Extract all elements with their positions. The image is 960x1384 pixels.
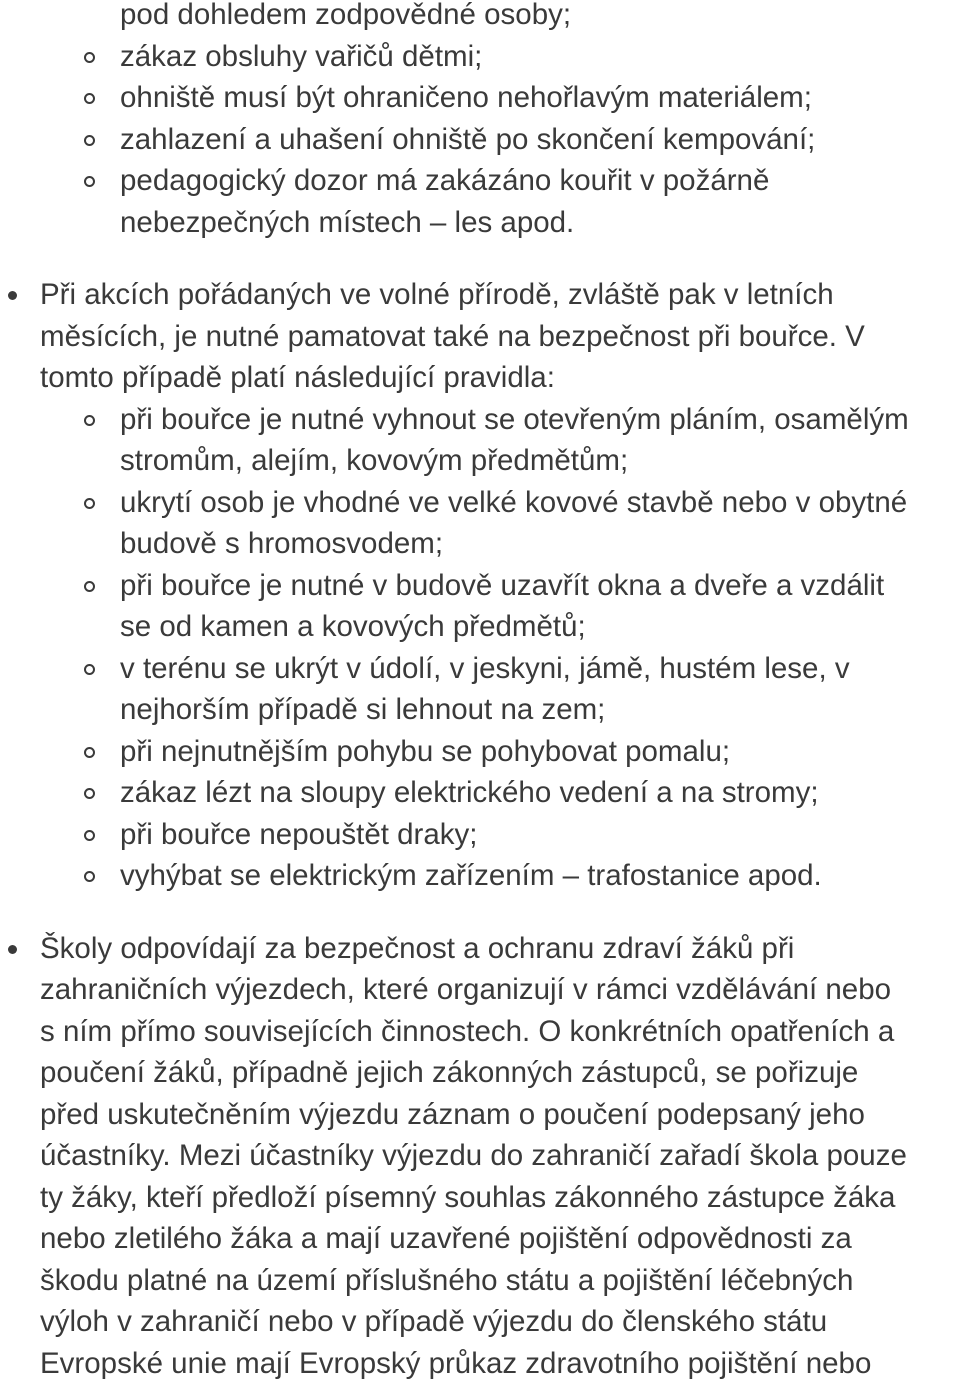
- list-item-text: nejhorším případě si lehnout na zem;: [120, 693, 605, 726]
- list-item-text: ukrytí osob je vhodné ve velké kovové stavbě nebo v obytné: [120, 486, 907, 519]
- circle-bullet-icon: [84, 135, 95, 146]
- storm-rules-list: [0, 399, 960, 897]
- list-item: [0, 482, 960, 565]
- abroad-trips-item: [0, 928, 960, 1384]
- paragraph-line: měsících, je nutné pamatovat také na bezpečnost při bouřce. V: [40, 320, 865, 353]
- list-item-text: pod dohledem zodpovědné osoby;: [120, 0, 571, 31]
- paragraph-line: před uskutečněním výjezdu záznam o poučení podepsaný jeho: [40, 1098, 865, 1131]
- disc-bullet-icon: [8, 291, 17, 300]
- list-item: [0, 36, 960, 78]
- circle-bullet-icon: [84, 788, 95, 799]
- circle-bullet-icon: [84, 747, 95, 758]
- circle-bullet-icon: [84, 415, 95, 426]
- list-item-text: při bouřce je nutné v budově uzavřít okna a dveře a vzdálit: [120, 569, 884, 602]
- paragraph-line: nebo zletilého žáka a mají uzavřené pojištění odpovědnosti za: [40, 1222, 852, 1255]
- paragraph-line: s ním přímo souvisejících činnostech. O konkrétních opatřeních a: [40, 1015, 894, 1048]
- list-item-text: zákaz obsluhy vařičů dětmi;: [120, 40, 482, 73]
- paragraph-line: Při akcích pořádaných ve volné přírodě, zvláště pak v letních: [40, 278, 834, 311]
- list-item: [0, 731, 960, 773]
- list-item-text: nebezpečných místech – les apod.: [120, 206, 574, 239]
- list-item-text: při nejnutnějším pohybu se pohybovat pomalu;: [120, 735, 730, 768]
- circle-bullet-icon: [84, 871, 95, 882]
- list-item: [0, 399, 960, 482]
- circle-bullet-icon: [84, 581, 95, 592]
- disc-bullet-icon: [8, 945, 17, 954]
- list-item-text: zahlazení a uhašení ohniště po skončení kempování;: [120, 123, 815, 156]
- list-item-text: se od kamen a kovových předmětů;: [120, 610, 586, 643]
- paragraph-line: účastníky. Mezi účastníky výjezdu do zahraničí zařadí škola pouze: [40, 1139, 907, 1172]
- circle-bullet-icon: [84, 176, 95, 187]
- list-item: [0, 565, 960, 648]
- list-item: [0, 772, 960, 814]
- list-item: [0, 119, 960, 161]
- camping-rules-list: [0, 36, 960, 244]
- list-item-text: při bouřce nepouštět draky;: [120, 818, 478, 851]
- circle-bullet-icon: [84, 93, 95, 104]
- list-item-text: budově s hromosvodem;: [120, 527, 443, 560]
- list-item: [0, 855, 960, 897]
- list-item-continuation: [0, 0, 960, 36]
- list-item: [0, 814, 960, 856]
- circle-bullet-icon: [84, 52, 95, 63]
- paragraph-line: poučení žáků, případně jejich zákonných zástupců, se pořizuje: [40, 1056, 858, 1089]
- list-item-text: ohniště musí být ohraničeno nehořlavým materiálem;: [120, 81, 812, 114]
- circle-bullet-icon: [84, 830, 95, 841]
- storm-safety-item: [0, 274, 960, 399]
- circle-bullet-icon: [84, 498, 95, 509]
- list-item-text: při bouřce je nutné vyhnout se otevřeným pláním, osamělým: [120, 403, 909, 436]
- paragraph-line: výloh v zahraničí nebo v případě výjezdu do členského státu: [40, 1305, 827, 1338]
- paragraph-line: zahraničních výjezdech, které organizují v rámci vzdělávání nebo: [40, 973, 891, 1006]
- list-item: [0, 648, 960, 731]
- list-item-text: zákaz lézt na sloupy elektrického vedení a na stromy;: [120, 776, 819, 809]
- paragraph-line: škodu platné na území příslušného státu a pojištění léčebných: [40, 1264, 853, 1297]
- list-item-text: stromům, alejím, kovovým předmětům;: [120, 444, 628, 477]
- list-item: [0, 160, 960, 243]
- paragraph-line: tomto případě platí následující pravidla:: [40, 361, 555, 394]
- circle-bullet-icon: [84, 664, 95, 675]
- list-item-text: pedagogický dozor má zakázáno kouřit v požárně: [120, 164, 769, 197]
- paragraph-line: Školy odpovídají za bezpečnost a ochranu zdraví žáků při: [40, 932, 794, 965]
- list-item: [0, 77, 960, 119]
- list-item-text: v terénu se ukrýt v údolí, v jeskyni, jámě, hustém lese, v: [120, 652, 850, 685]
- list-item-text: vyhýbat se elektrickým zařízením – trafostanice apod.: [120, 859, 822, 892]
- paragraph-line: Evropské unie mají Evropský průkaz zdravotního pojištění nebo: [40, 1347, 871, 1380]
- paragraph-line: ty žáky, kteří předloží písemný souhlas zákonného zástupce žáka: [40, 1181, 895, 1214]
